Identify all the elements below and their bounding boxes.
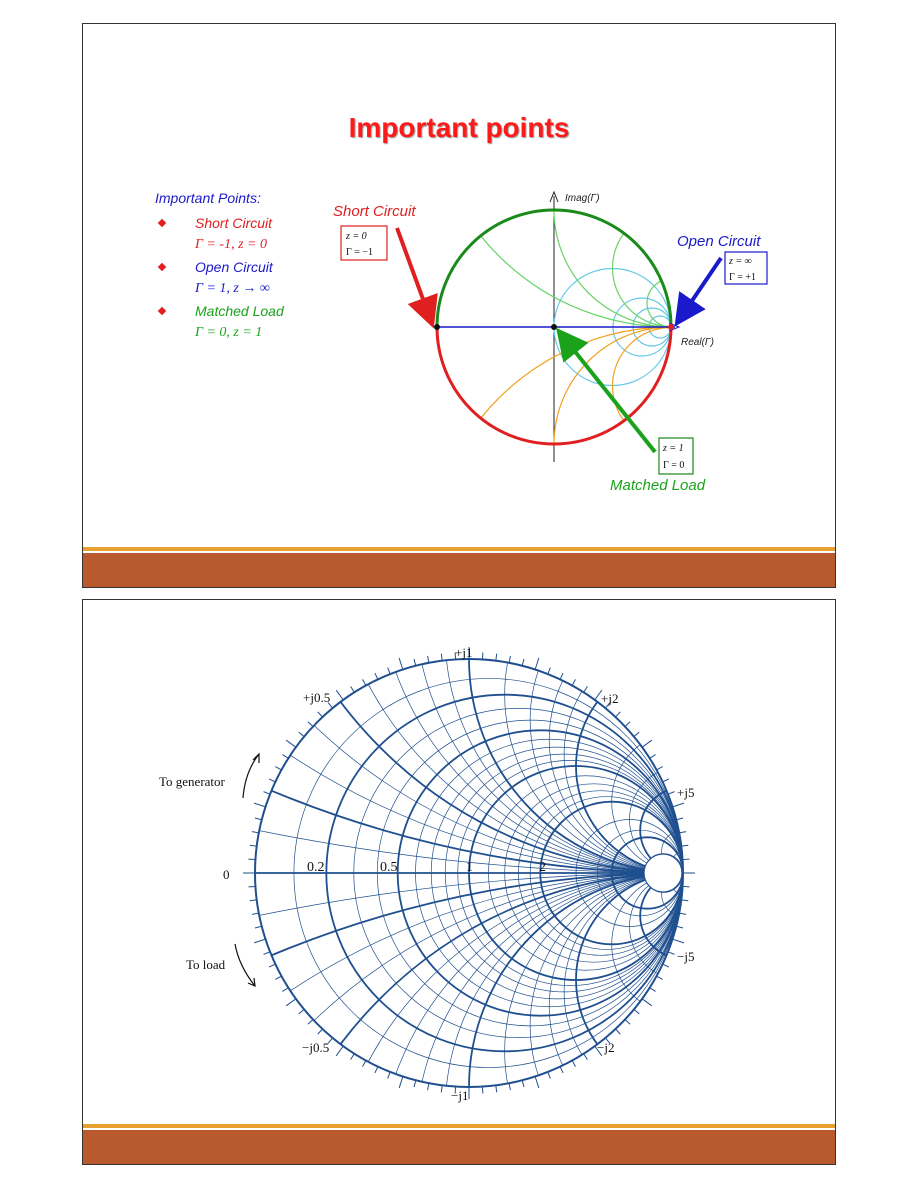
rim-tick	[336, 690, 343, 700]
rim-tick	[634, 1009, 639, 1013]
rim-tick	[336, 1046, 343, 1056]
slide-important-points	[82, 23, 836, 588]
rim-tick	[657, 767, 663, 770]
slide-title: Important points	[348, 112, 570, 143]
matched-load-box-z: z = 1	[663, 443, 684, 454]
label-right-lower: −j5	[677, 949, 695, 964]
label-to-generator: To generator	[159, 774, 225, 789]
rim-tick	[269, 964, 275, 967]
rim-tick	[615, 1029, 620, 1034]
rim-tick	[428, 656, 429, 663]
rim-tick	[299, 732, 304, 736]
rim-tick	[548, 668, 551, 675]
rim-tick	[275, 976, 281, 979]
rim-tick	[681, 845, 688, 846]
open-circuit-box-z: z = ∞	[729, 256, 752, 267]
slide-footer	[83, 547, 835, 587]
reactance-arc-lower	[83, 873, 836, 1165]
x-arc-upper-1	[554, 93, 788, 327]
rim-tick	[282, 988, 288, 992]
rim-tick	[275, 767, 281, 770]
short-circuit-point	[434, 324, 440, 330]
rim-tick	[351, 686, 355, 692]
rim-tick	[363, 679, 366, 685]
label-top: +j1	[455, 645, 473, 660]
short-circuit-box-gamma: Γ = −1	[346, 247, 374, 258]
rim-tick	[299, 1009, 304, 1013]
reactance-arc-lower	[469, 873, 836, 1165]
rim-tick	[282, 755, 288, 759]
short-circuit-label: Short Circuit	[333, 203, 416, 220]
list-item-detail: Γ = 0, z = 1	[195, 325, 263, 340]
list-item-label: Matched Load	[195, 303, 284, 319]
rim-tick	[399, 1077, 403, 1088]
rim-tick	[676, 818, 683, 820]
reactance-arc-upper	[148, 600, 836, 873]
rim-tick	[428, 1083, 429, 1090]
rim-tick	[318, 1029, 323, 1034]
matched-load-point	[551, 324, 557, 330]
gamma-plane-diagram	[83, 24, 836, 588]
rim-tick	[496, 654, 497, 661]
rim-tick	[634, 732, 639, 736]
rim-tick	[414, 1080, 416, 1087]
label-left-zero: 0	[223, 867, 230, 882]
rim-tick	[509, 656, 510, 663]
rim-tick	[673, 803, 684, 807]
matched-load-box-gamma: Γ = 0	[663, 460, 685, 471]
rim-tick	[252, 832, 259, 833]
smith-grid-lines	[83, 600, 836, 1165]
rim-tick	[264, 792, 271, 795]
rim-tick	[572, 1061, 575, 1067]
rim-tick	[388, 668, 391, 675]
list-item-label: Short Circuit	[195, 215, 273, 231]
rim-tick	[269, 779, 275, 782]
slide-footer	[83, 1124, 835, 1164]
rim-tick	[399, 658, 403, 669]
label-lower-left: −j0.5	[302, 1040, 330, 1055]
slide-smith-chart	[82, 599, 836, 1165]
label-upper-right: +j2	[601, 691, 619, 706]
rim-tick	[535, 658, 539, 669]
rim-tick	[522, 1080, 524, 1087]
rim-tick	[673, 939, 684, 943]
rim-tick	[250, 900, 257, 901]
rim-tick	[318, 712, 323, 717]
footer-gold-stripe	[83, 547, 835, 551]
rim-tick	[375, 1067, 378, 1073]
label-axis-2: 2	[539, 860, 546, 875]
footer-gold-stripe	[83, 1124, 835, 1128]
short-circuit-box-z: z = 0	[346, 231, 367, 242]
rim-tick	[676, 926, 683, 928]
rim-tick	[625, 1019, 630, 1024]
rim-tick	[351, 1054, 355, 1060]
label-axis-1: 1	[466, 860, 473, 875]
rim-tick	[663, 964, 669, 967]
reactance-arc-upper	[255, 600, 836, 873]
rim-tick	[509, 1083, 510, 1090]
reactance-arc-lower	[83, 873, 836, 1165]
open-circuit-point	[668, 324, 674, 330]
label-upper-left: +j0.5	[303, 690, 331, 705]
rim-tick	[668, 952, 675, 955]
rim-tick	[286, 740, 296, 747]
rim-tick	[441, 1085, 442, 1092]
rim-tick	[572, 679, 575, 685]
rim-tick	[496, 1085, 497, 1092]
matched-load-arrow-icon	[561, 334, 655, 452]
rim-tick	[642, 740, 652, 747]
reactance-arc-lower	[148, 873, 836, 1165]
rim-tick	[375, 673, 378, 679]
reactance-arc-upper	[83, 600, 836, 873]
open-circuit-box-gamma: Γ = +1	[729, 272, 757, 283]
rim-tick	[363, 1061, 366, 1067]
reactance-arc-upper	[564, 635, 802, 873]
list-heading: Important Points:	[155, 190, 261, 206]
real-axis-label: Real(Γ)	[681, 337, 714, 348]
rim-tick	[548, 1072, 551, 1079]
x-arc-upper-0.5	[427, 24, 836, 327]
label-bottom: −j1	[451, 1088, 469, 1103]
rim-tick	[615, 712, 620, 717]
rim-tick	[286, 999, 296, 1006]
rim-tick	[668, 792, 675, 795]
open-circuit-arrow-icon	[679, 258, 721, 320]
to-load-arrow-icon	[235, 944, 255, 986]
rim-tick	[679, 913, 686, 914]
smith-chart	[83, 600, 836, 1165]
rim-tick	[560, 673, 563, 679]
label-to-load: To load	[186, 957, 226, 972]
rim-tick	[650, 755, 656, 759]
reactance-arc-lower	[564, 873, 802, 1111]
rim-tick	[584, 686, 588, 692]
reactance-arc-upper	[83, 600, 836, 873]
rim-tick	[264, 952, 271, 955]
list-item-label: Open Circuit	[195, 259, 273, 275]
rim-tick	[250, 845, 257, 846]
imag-axis-label: Imag(Γ)	[565, 193, 600, 204]
rim-tick	[254, 803, 265, 807]
rim-tick	[625, 722, 630, 727]
rim-tick	[663, 779, 669, 782]
open-circuit-region	[644, 854, 682, 892]
rim-tick	[679, 832, 686, 833]
rim-tick	[414, 659, 416, 666]
footer-rust-band	[83, 1130, 835, 1164]
label-right-upper: +j5	[677, 785, 695, 800]
short-circuit-arrow-icon	[397, 228, 431, 321]
rim-tick	[681, 900, 688, 901]
smith-chart-grid	[83, 600, 836, 1165]
reactance-arc-upper	[83, 600, 836, 873]
rim-tick	[255, 818, 262, 820]
rim-tick	[642, 999, 652, 1006]
reactance-arc-lower	[83, 873, 836, 1165]
rim-tick	[308, 1019, 313, 1024]
matched-load-label: Matched Load	[610, 477, 706, 494]
reactance-arc-upper	[377, 600, 836, 873]
rim-tick	[584, 1054, 588, 1060]
rim-tick	[657, 976, 663, 979]
rim-tick	[255, 926, 262, 928]
label-lower-right: −j2	[597, 1040, 615, 1055]
label-axis-0.2: 0.2	[307, 860, 325, 875]
rim-tick	[535, 1077, 539, 1088]
to-generator-arrow-icon	[243, 754, 259, 798]
list-item-detail: Γ = 1, z → ∞	[195, 281, 270, 296]
rim-tick	[522, 659, 524, 666]
rim-tick	[254, 939, 265, 943]
label-axis-0.5: 0.5	[380, 860, 398, 875]
rim-tick	[650, 988, 656, 992]
rim-tick	[441, 654, 442, 661]
list-item-detail: Γ = -1, z = 0	[195, 237, 267, 252]
rim-tick	[388, 1072, 391, 1079]
resistance-circles	[427, 24, 836, 588]
footer-rust-band	[83, 553, 835, 587]
rim-tick	[560, 1067, 563, 1073]
rim-tick	[252, 913, 259, 914]
rim-tick	[308, 722, 313, 727]
open-circuit-label: Open Circuit	[677, 233, 761, 250]
